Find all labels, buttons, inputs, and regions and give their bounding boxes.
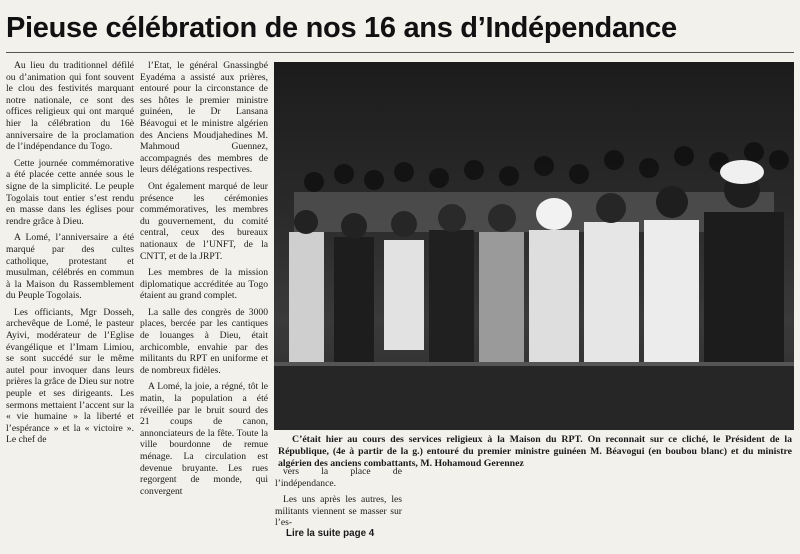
paragraph: vers la place de l’indépendance. (275, 466, 402, 489)
article-column-3 (275, 466, 402, 534)
paragraph: A Lomé, l’anniversaire a été marqué par des cultes catholique, protestant et musulman, célébrés en commun à la Maison du Rassemblement du Peuple Togolais. (6, 232, 134, 302)
paragraph: Ont également marqué de leur présence les cérémonies commémoratives, les membres du gouvernement, du comité central, ceux des bureaux nationaux de l’UNFT, de la CNTT, et de la JRPT. (140, 180, 268, 262)
paragraph: Au lieu du traditionnel défilé ou d’animation qui font souvent le clou des festivités marquant notre nationale, ce sont des offices religieux qui ont marqué hier la célébration du 16è anniversaire de la proclamation de l’indépendance du Togo. (6, 60, 134, 153)
crowd-illustration (274, 62, 794, 430)
ceremony-photo (274, 62, 794, 430)
paragraph: Cette journée commémorative a été placée cette année sous le signe de la simplicité. Le peuple Togolais tout entier s’est rendu en masse dans les églises pour rendre grâce à Dieu. (6, 157, 134, 227)
headline: Pieuse célébration de nos 16 ans d’Indépendance (6, 12, 677, 44)
article-column-2 (140, 60, 268, 502)
continued-link[interactable]: Lire la suite page 4 (286, 528, 375, 539)
paragraph: l’Etat, le général Gnassingbé Eyadéma a assisté aux prières, entouré pour la circonstance de ses hôtes le premier ministre guinéen, le Dr Lansana Béavogui et le ministre algérien des Anciens Moudjahedines M. Mahmoud Guennez, accompagnés des membres de leurs délégations respectives. (140, 60, 268, 176)
paragraph: Les membres de la mission diplomatique accréditée au Togo étaient au grand complet. (140, 267, 268, 302)
headline-rule (6, 52, 794, 53)
paragraph: A Lomé, la joie, a régné, tôt le matin, la population a été réveillée par le bruit sourd des 21 coups de canon, annonciateurs de la fête. Toute la ville bourdonne de remue ménage. La circulation est devenue bruyante. Les rues regorgent de monde, qui convergent (140, 381, 268, 497)
paragraph: Les officiants, Mgr Dosseh, archevêque de Lomé, le pasteur Ayivi, modérateur de l’Eglise évangélique et l’Imam Limiou, se sont succédé sur le même autel pour invoquer dans leurs prières la grâce de Dieu sur notre peuple et ses dirigeants. Les sermons mettaient l’accent sur la « vie humaine » la liberté et l’espérance » et la « victoire ». Le chef de (6, 306, 134, 446)
paragraph: Les uns après les autres, les militants viennent se masser sur l’es- (275, 494, 402, 529)
paragraph: La salle des congrès de 3000 places, bercée par les cantiques de louanges à Dieu, était archicomble, envahie par des militants du RPT en uniforme et de nombreux fidèles. (140, 306, 268, 376)
photo-caption: C’était hier au cours des services religieux à la Maison du RPT. On reconnait sur ce cliché, le Président de la République, (4e à partir de la g.) entouré du premier ministre guinéen M. Béavogui (en boubou blanc) et du ministre algérien des anciens combattants, M. Hohamoud Gerennez (278, 434, 792, 469)
article-column-1 (6, 60, 134, 451)
